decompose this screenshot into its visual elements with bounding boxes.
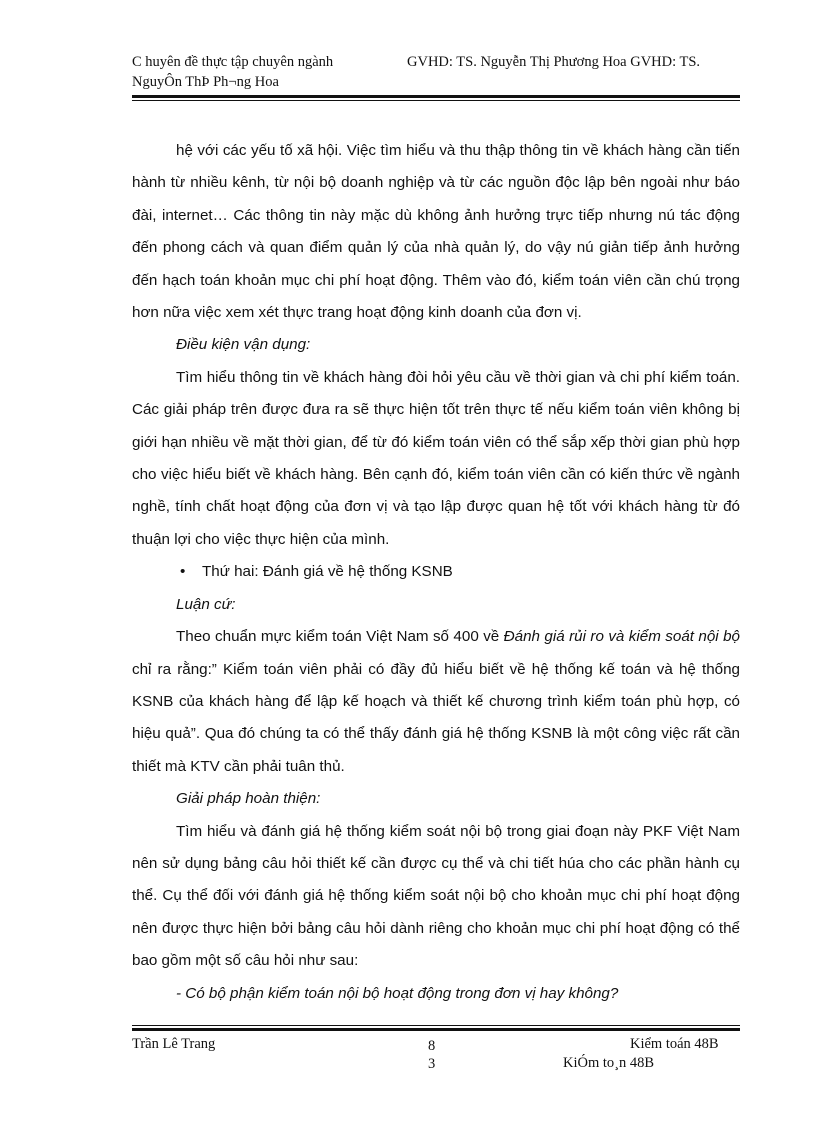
- footer-rule-thin: [132, 1025, 740, 1026]
- heading-luan-cu: Luận cứ:: [176, 595, 236, 613]
- header-left-line1: C huyên đề thực tập chuyên ngành: [132, 54, 334, 70]
- footer-rule-thick: [132, 1028, 740, 1031]
- bullet-icon: •: [180, 563, 186, 581]
- paragraph-2: Tìm hiểu thông tin về khách hàng đòi hỏi yêu cầu về thời gian và chi phí kiểm toán. Các giải pháp trên được đưa ra sẽ thực hiện tốt trên thực tế nếu kiểm toán viên không bị giới hạn nhiều về mặt thời gian, để từ đó kiểm toán viên có thể sắp xếp thời gian phù hợp cho việc hiểu biết về khách hàng. Bên cạnh đó, kiểm toán viên cần có kiến thức về ngành nghề, tính chất hoạt động của đơn vị và tạo lập được quan hệ tốt với khách hàng từ đó thuận lợi cho việc thực hiện của mình.: [132, 368, 740, 548]
- bullet-text: Thứ hai: Đánh giá về hệ thống KSNB: [202, 563, 453, 581]
- paragraph-3-start: Theo chuẩn mực kiểm toán Việt Nam số 400 về: [176, 628, 504, 646]
- page-body: [132, 135, 740, 1010]
- header-rule-thick: [132, 95, 740, 98]
- header-rule-thin: [132, 100, 740, 101]
- footer-page-number-top: 8: [428, 1038, 436, 1054]
- footer-author: Trần Lê Trang: [132, 1036, 216, 1052]
- footer-page-number-bottom: 3: [428, 1056, 436, 1072]
- paragraph-3: [132, 621, 740, 783]
- bullet-item: [132, 556, 740, 588]
- standard-title: Đánh giá rủi ro và kiểm soát nội bộ: [503, 628, 740, 646]
- question-1: - Có bộ phận kiểm toán nội bộ hoạt động trong đơn vị hay không?: [176, 984, 619, 1002]
- header-left-line2: NguyÔn ThÞ Ph¬ng Hoa: [132, 74, 279, 90]
- footer-class-top: Kiểm toán 48B: [630, 1036, 719, 1052]
- heading-giai-phap: Giải pháp hoàn thiện:: [176, 790, 321, 808]
- paragraph-4: Tìm hiểu và đánh giá hệ thống kiểm soát nội bộ trong giai đoạn này PKF Việt Nam nên sử dụng bảng câu hỏi thiết kế cần được cụ thể và chi tiết húa cho các phần hành cụ thể. Cụ thể đối với đánh giá hệ thống kiểm soát nội bộ cho khoản mục chi phí hoạt động nên được thực hiện bởi bảng câu hỏi dành riêng cho khoản mục chi phí hoạt động có thể bao gồm một số câu hỏi như sau:: [132, 822, 740, 970]
- paragraph-1: hệ với các yếu tố xã hội. Việc tìm hiểu và thu thập thông tin về khách hàng cần tiến hành từ nhiều kênh, từ nội bộ doanh nghiệp và từ các nguồn độc lập bên ngoài như báo đài, internet… Các thông tin này mặc dù không ảnh hưởng trực tiếp nhưng nú tác động đến phong cách và quan điểm quản lý của nhà quản lý, do vậy nú giản tiếp ảnh hưởng đến hạch toán khoản mục chi phí hoạt động. Thêm vào đó, kiểm toán viên cần chú trọng hơn nữa việc xem xét thực trang hoạt động kinh doanh của đơn vị.: [132, 142, 740, 322]
- footer-class-bottom: KiÓm to¸n 48B: [563, 1055, 655, 1071]
- header-right: GVHD: TS. Nguyễn Thị Phương Hoa GVHD: TS.: [407, 54, 701, 70]
- paragraph-3-end: chỉ ra rằng:” Kiểm toán viên phải có đầy đủ hiểu biết về hệ thống kế toán và hệ thống KSNB của khách hàng để lập kế hoạch và thiết kế chương trình kiểm toán phù hợp, có hiệu quả”. Qua đó chúng ta có thể thấy đánh giá hệ thống KSNB là một công việc rất cần thiết mà KTV cần phải tuân thủ.: [132, 660, 740, 775]
- heading-dieu-kien-van-dung: Điều kiện vận dụng:: [176, 336, 311, 354]
